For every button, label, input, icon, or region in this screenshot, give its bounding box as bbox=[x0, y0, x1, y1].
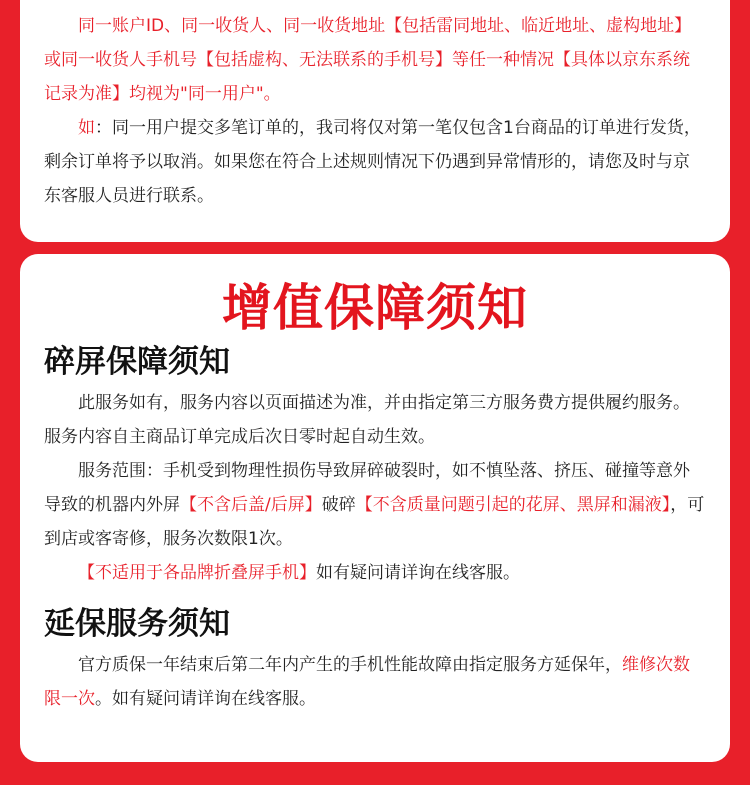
contact-text: 如有疑问请详询在线客服。 bbox=[316, 563, 520, 583]
foldable-exclusion: 【不适用于各品牌折叠屏手机】 bbox=[78, 563, 316, 583]
screen-protection-title: 碎屏保障须知 bbox=[44, 344, 230, 380]
exclusion-quality: 【不含质量问题引起的花屏、黑屏和漏液】 bbox=[355, 495, 671, 515]
screen-paragraph-2 bbox=[44, 454, 706, 556]
example-text: ：同一用户提交多笔订单的，我司将仅对第一笔仅包含1台商品的订单进行发货，剩余订单将予以取消。如果您在符合上述规则情况下仍遇到异常情形的，请您及时与京东客服人员进行联系。 bbox=[44, 118, 701, 206]
broken-text: 破碎 bbox=[321, 495, 356, 515]
example-paragraph bbox=[44, 111, 706, 213]
screen-protection-body bbox=[44, 386, 706, 590]
example-label: 如 bbox=[78, 118, 95, 138]
value-added-card bbox=[20, 254, 730, 762]
extended-paragraph bbox=[44, 648, 706, 716]
extended-warranty-title: 延保服务须知 bbox=[44, 606, 230, 642]
repair-text: ，可到店或客寄修，服务次数限1次。 bbox=[44, 495, 705, 549]
extended-contact-text: 。如有疑问请详询在线客服。 bbox=[95, 689, 316, 709]
page-title: 增值保障须知 bbox=[222, 279, 528, 337]
screen-paragraph-1: 此服务如有，服务内容以页面描述为准，并由指定第三方服务费方提供履约服务。服务内容自主商品订单完成后次日零时起自动生效。 bbox=[44, 393, 690, 447]
same-user-rule: 同一账户ID、同一收货人、同一收货地址【包括雷同地址、临近地址、虚构地址】或同一收货人手机号【包括虚构、无法联系的手机号】等任一种情况【具体以京东系统记录为准】均视为"同一用户"。 bbox=[44, 16, 692, 104]
rules-card bbox=[20, 0, 730, 242]
exclusion-back-cover: 【不含后盖/后屏】 bbox=[180, 495, 322, 515]
repair-limit: 维修次数限一次 bbox=[44, 655, 690, 709]
extended-warranty-body bbox=[44, 648, 706, 716]
screen-paragraph-3 bbox=[44, 556, 706, 590]
scope-text: 服务范围：手机受到物理性损伤导致屏碎破裂时，如不慎坠落、挤压、碰撞等意外导致的机器内外屏 bbox=[44, 461, 690, 515]
extended-text: 官方质保一年结束后第二年内产生的手机性能故障由指定服务方延保年， bbox=[78, 655, 622, 675]
